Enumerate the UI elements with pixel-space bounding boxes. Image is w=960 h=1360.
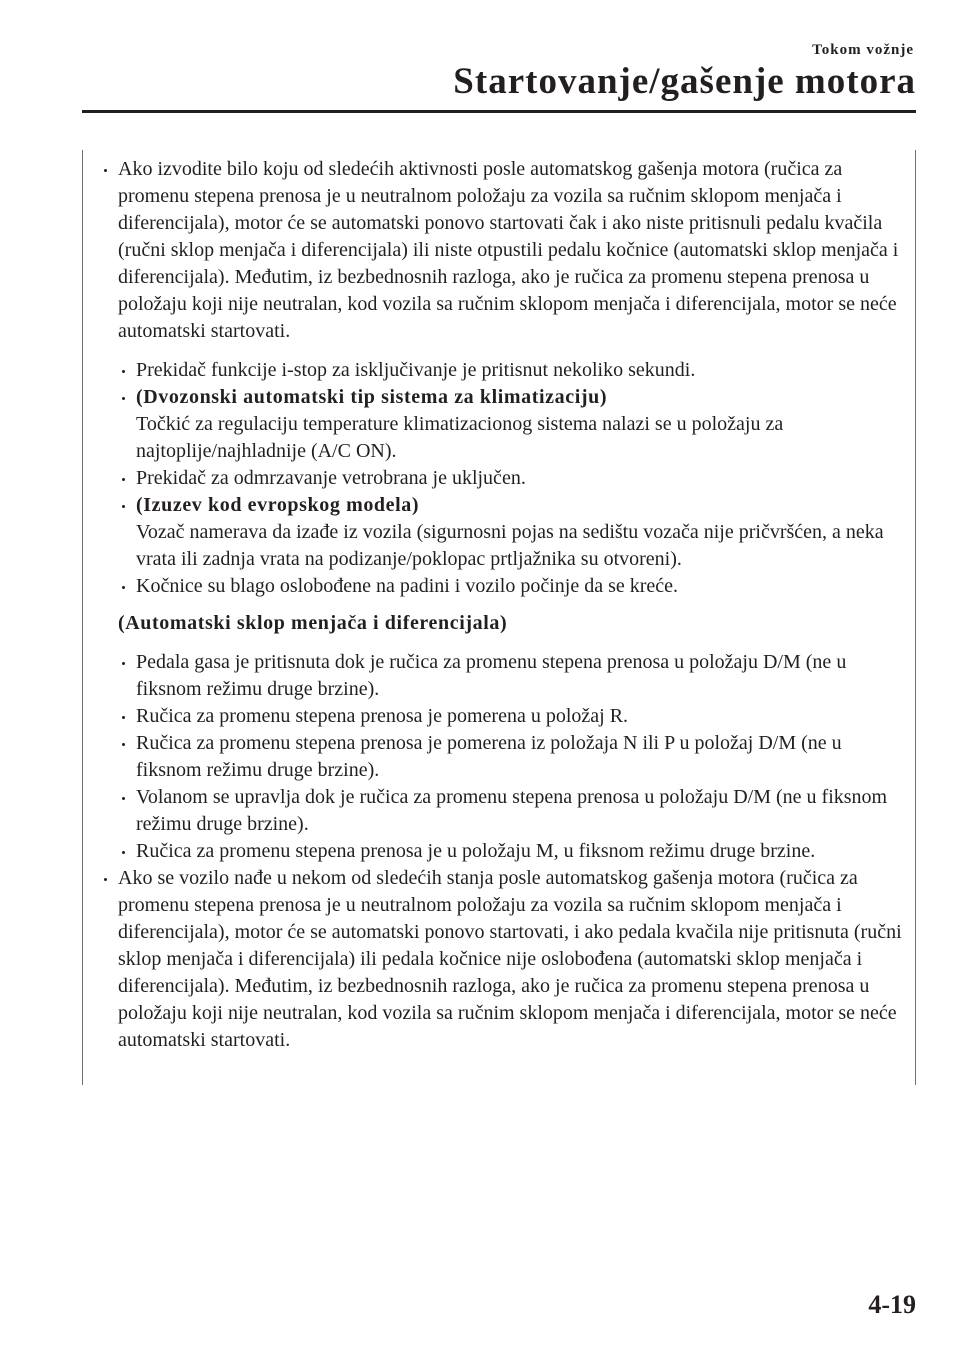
list-item: Ručica za promenu stepena prenosa je u položaju M, u fiksnom režimu druge brzine. [118, 838, 908, 865]
list-item: Pedala gasa je pritisnuta dok je ručica za promenu stepena prenosa u položaju D/M (ne u fiksnom režimu druge brzine). [118, 649, 908, 703]
subsection-heading: (Automatski sklop menjača i diferencijala) [118, 612, 508, 634]
list-item-label: (Izuzev kod evropskog modela) [136, 494, 420, 516]
bullet-item: Ako se vozilo nađe u nekom od sledećih stanja posle automatskog gašenja motora (ručica za promenu stepena prenosa je u neutralnom položaju za vozila sa ručnim sklopom menjača i diferencijala), motor će se automatski ponovo startovati, i ako pedala kvačila nije pritisnuta (ručni sklop menjača i diferencijala) ili pedala kočnice nije oslobođena (automatski sklop menjača i diferencijala). Međutim, iz bezbednosnih razloga, ako je ručica za promenu stepena prenosa u položaju koji nije neutralan, kod vozila sa ručnim sklopom menjača i diferencijala, motor se neće automatski startovati. [100, 865, 908, 1054]
list-item: Ručica za promenu stepena prenosa je pomerena iz položaja N ili P u položaj D/M (ne u fiksnom režimu druge brzine). [118, 730, 908, 784]
list-item-text: Vozač namerava da izađe iz vozila (sigurnosni pojas na sedištu vozača nije pričvršćen, a neka vrata ili zadnja vrata na podizanje/poklopac prtljažnika su otvoreni). [136, 521, 884, 570]
list-item: Kočnice su blago oslobođene na padini i vozilo počinje da se kreće. [118, 573, 908, 600]
page-number: 4-19 [868, 1290, 916, 1319]
manual-conditions-list [118, 357, 908, 600]
header-rule [82, 110, 916, 113]
list-item: Volanom se upravlja dok je ručica za promenu stepena prenosa u položaju D/M (ne u fiksnom režimu druge brzine). [118, 784, 908, 838]
list-item [118, 384, 908, 465]
list-item: Prekidač za odmrzavanje vetrobrana je uključen. [118, 465, 908, 492]
page-title: Startovanje/gašenje motora [453, 61, 916, 102]
list-item [118, 492, 908, 573]
list-item: Ručica za promenu stepena prenosa je pomerena u položaj R. [118, 703, 908, 730]
list-item: Prekidač funkcije i-stop za isključivanje je pritisnut nekoliko sekundi. [118, 357, 908, 384]
section-label: Tokom vožnje [812, 42, 914, 58]
list-item-text: Točkić za regulaciju temperature klimatizacionog sistema nalazi se u položaju za najtoplije/najhladnije (A/C ON). [136, 413, 784, 462]
content-body [100, 156, 908, 1054]
automatic-conditions-list [118, 649, 908, 865]
list-item-label: (Dvozonski automatski tip sistema za klimatizaciju) [136, 386, 608, 408]
bullet-item: Ako izvodite bilo koju od sledećih aktivnosti posle automatskog gašenja motora (ručica za promenu stepena prenosa je u neutralnom položaju za vozila sa ručnim sklopom menjača i diferencijala), motor će se automatski ponovo startovati čak i ako niste pritisnuli pedalu kvačila (ručni sklop menjača i diferencijala) ili niste otpustili pedalu kočnice (automatski sklop menjača i diferencijala). Međutim, iz bezbednosnih razloga, ako je ručica za promenu stepena prenosa u položaju koji nije neutralan, kod vozila sa ručnim sklopom menjača i diferencijala, motor se neće automatski startovati. [100, 156, 908, 345]
